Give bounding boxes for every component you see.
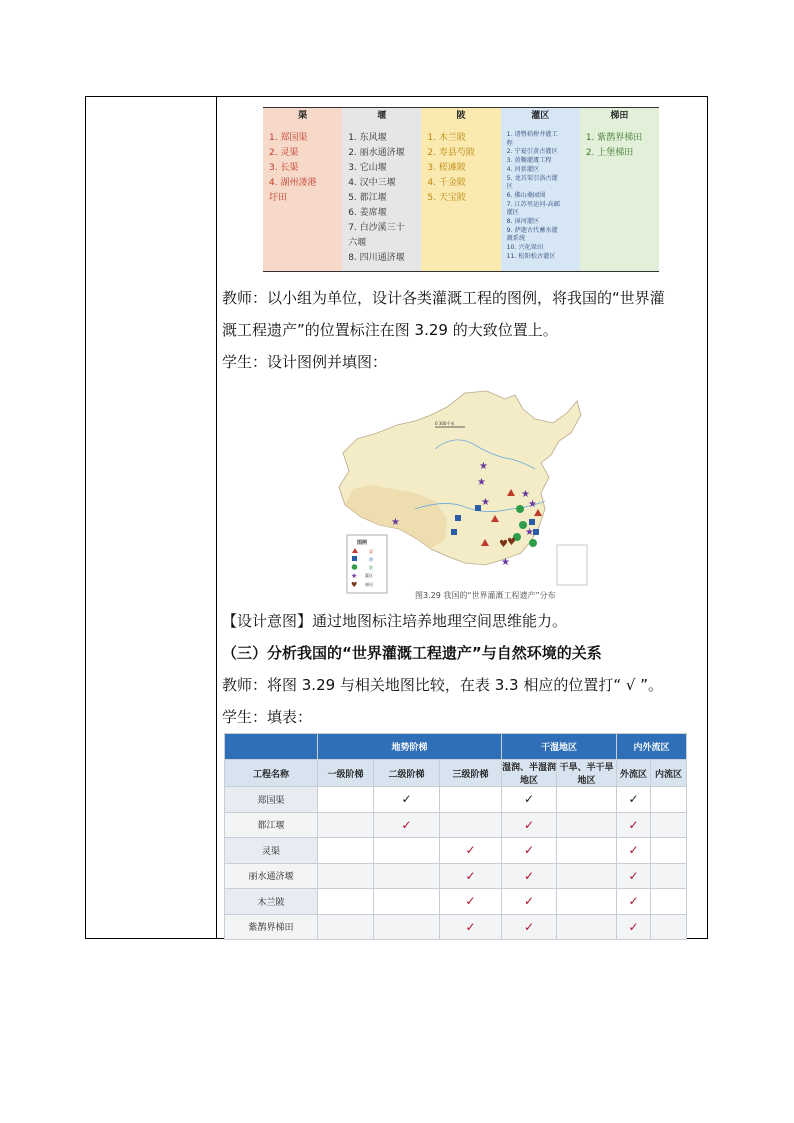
district-marker: ★: [521, 489, 530, 500]
col-header: 二级阶梯: [374, 760, 440, 787]
check-mark: ✓: [523, 894, 535, 909]
check-cell: [502, 787, 557, 813]
category-item: 3. 长渠: [269, 163, 299, 173]
category-column: [421, 108, 500, 271]
category-item: 10. 兴化垛田: [506, 244, 544, 252]
terrace-marker: ♥: [507, 537, 516, 548]
category-item: 2. 寿县芍陂: [427, 148, 475, 158]
check-mark: ✓: [628, 817, 639, 832]
district-marker: ★: [477, 477, 486, 488]
project-name-cell: 丽水通济堰: [225, 863, 318, 889]
col-header: 内流区: [651, 760, 687, 787]
project-name-cell: 灵渠: [225, 838, 318, 864]
check-cell: [651, 863, 687, 889]
category-item: 6. 佛山桑园围: [506, 191, 546, 199]
project-name-cell: 郑国渠: [225, 787, 318, 813]
check-cell: [651, 838, 687, 864]
pond-marker: [529, 539, 537, 547]
section-heading: （三）分析我国的“世界灌溉工程遗产”与自然环境的关系: [222, 644, 602, 662]
check-cell: [440, 889, 502, 915]
category-item: 1. 诸暨桔槔井灌工: [506, 131, 558, 138]
legend-circle-icon: [352, 564, 358, 570]
teacher-instruction-1: 教师：以小组为单位，设计各类灌溉工程的图例，将我国的“世界灌: [222, 289, 665, 307]
category-item: 3. 槎滩陂: [427, 163, 466, 173]
category-item: 1. 木兰陂: [427, 133, 466, 143]
category-header: 灌区: [531, 111, 550, 121]
category-item: 3. 黄鞠灌溉工程: [506, 157, 552, 165]
legend-label: 灌区: [365, 573, 373, 578]
check-mark: ✓: [465, 919, 476, 934]
map-caption: 图3.29 我国的“世界灌溉工程遗产”分布: [415, 591, 556, 600]
teacher-instruction-2: 教师：将图 3.29 与相关地图比较，在表 3.3 相应的位置打“ √ ”。: [222, 676, 663, 694]
check-mark: ✓: [523, 843, 535, 858]
col-header: 工程名称: [225, 760, 318, 787]
student-response-2: 学生：填表：: [222, 708, 313, 726]
category-header: 陂: [456, 111, 466, 121]
check-mark: ✓: [628, 919, 639, 934]
category-item: 8. 四川通济堰: [348, 253, 405, 263]
category-item: 7. 江苏里运河-高邮: [506, 200, 561, 208]
check-cell: [557, 863, 617, 889]
category-item: 2. 宁夏引黄古灌区: [506, 148, 558, 156]
category-item: 2. 上堡梯田: [585, 148, 634, 158]
district-marker: ★: [391, 517, 400, 528]
check-cell: [374, 812, 440, 838]
design-intent: 【设计意图】通过地图标注培养地理空间思维能力。: [222, 612, 568, 630]
category-item: 区: [506, 183, 513, 191]
legend-label: 堰: [369, 557, 373, 562]
check-cell: [374, 889, 440, 915]
legend-heart-icon: ♥: [351, 581, 358, 589]
category-item: 3. 它山堰: [348, 163, 387, 173]
project-name-cell: 都江堰: [225, 812, 318, 838]
check-mark: ✓: [523, 817, 535, 832]
category-column: [263, 108, 342, 271]
check-cell: [617, 838, 651, 864]
project-name-cell: 木兰陂: [225, 889, 318, 915]
check-cell: [440, 863, 502, 889]
col-header: 外流区: [617, 760, 651, 787]
check-mark: ✓: [628, 792, 639, 807]
check-cell: [318, 889, 374, 915]
category-item: 6. 姜席堰: [348, 208, 387, 218]
district-marker: ★: [528, 499, 537, 510]
check-cell: [557, 812, 617, 838]
check-cell: [651, 889, 687, 915]
category-item: 5. 天宝陂: [427, 193, 466, 203]
check-cell: [502, 863, 557, 889]
check-cell: [557, 914, 617, 940]
check-cell: [502, 812, 557, 838]
category-header: 渠: [298, 111, 308, 121]
category-item: 4. 千金陂: [427, 178, 466, 188]
check-cell: [502, 914, 557, 940]
check-cell: [557, 838, 617, 864]
check-mark: ✓: [401, 817, 412, 832]
legend-label: 渠: [369, 549, 373, 554]
legend-label: 陂: [369, 565, 373, 570]
check-cell: [440, 812, 502, 838]
group-header-humidity: 干湿地区: [502, 734, 617, 760]
check-cell: [374, 838, 440, 864]
legend-square-icon: [352, 556, 357, 561]
check-mark: ✓: [628, 894, 639, 909]
category-item: 灌区: [506, 209, 519, 217]
check-mark: ✓: [523, 919, 535, 934]
corner-cell: [225, 734, 318, 760]
legend-title: 图例: [357, 540, 368, 546]
col-header: 三级阶梯: [440, 760, 502, 787]
legend-label: 梯田: [365, 582, 373, 587]
col-header: 湿润、半湿润地区: [502, 760, 557, 787]
category-header: 堰: [377, 111, 387, 121]
check-cell: [557, 787, 617, 813]
check-cell: [557, 889, 617, 915]
district-marker: ★: [525, 527, 534, 538]
check-cell: [502, 838, 557, 864]
group-header-drainage: 内外流区: [617, 734, 687, 760]
check-cell: [374, 914, 440, 940]
category-column: [580, 108, 659, 271]
check-mark: ✓: [523, 792, 535, 807]
category-item: 4. 河套灌区: [506, 165, 540, 173]
check-cell: [617, 812, 651, 838]
check-cell: [651, 812, 687, 838]
check-cell: [617, 863, 651, 889]
check-cell: [318, 812, 374, 838]
table-row: [225, 914, 687, 940]
student-response-1: 学生：设计图例并填图：: [222, 353, 388, 371]
check-mark: ✓: [401, 792, 412, 807]
check-cell: [318, 914, 374, 940]
weir-marker: [529, 519, 535, 525]
category-item: 11. 松阳松古灌区: [506, 252, 556, 260]
table-row: [225, 787, 687, 813]
project-name-cell: 紫鹊界梯田: [225, 914, 318, 940]
check-cell: [374, 863, 440, 889]
category-item: 4. 汉中三堰: [348, 178, 396, 188]
weir-marker: [455, 515, 461, 521]
district-marker: ★: [501, 557, 510, 568]
map-legend: [347, 535, 387, 593]
category-item: 9. 萨迦古代蓄水灌: [506, 226, 558, 234]
check-mark: ✓: [628, 843, 639, 858]
check-cell: [440, 838, 502, 864]
check-cell: [617, 889, 651, 915]
category-item: 4. 湖州溇港: [269, 178, 317, 188]
category-item: 5. 都江堰: [348, 193, 387, 203]
check-mark: ✓: [523, 868, 535, 883]
check-cell: [440, 914, 502, 940]
check-mark: ✓: [465, 843, 476, 858]
check-cell: [374, 787, 440, 813]
category-item: 7. 白沙溪三十: [348, 223, 405, 233]
category-item: 1. 郑国渠: [269, 133, 308, 143]
district-marker: ★: [479, 461, 488, 472]
table-row: [225, 838, 687, 864]
category-item: 1. 东风堰: [348, 133, 387, 143]
col-header: 一级阶梯: [318, 760, 374, 787]
category-item: 程: [506, 139, 513, 147]
irrigation-category-table: [263, 107, 659, 272]
south-sea-inset: [557, 545, 587, 585]
pond-marker: [516, 505, 524, 513]
category-column: [342, 108, 421, 271]
terrace-marker: ♥: [499, 539, 508, 550]
check-cell: [617, 914, 651, 940]
category-item: 六堰: [348, 238, 367, 248]
category-item: 5. 龙首渠引洛古灌: [506, 174, 558, 182]
check-cell: [502, 889, 557, 915]
category-item: 圩田: [269, 193, 288, 203]
weir-marker: [451, 529, 457, 535]
check-cell: [651, 787, 687, 813]
category-item: 溉系统: [506, 235, 526, 243]
column-divider: [216, 96, 217, 939]
check-cell: [651, 914, 687, 940]
table-row: [225, 863, 687, 889]
category-column: [501, 108, 580, 271]
category-item: 2. 灵渠: [269, 148, 299, 158]
district-marker: ★: [481, 497, 490, 508]
table-row: [225, 812, 687, 838]
col-header: 干旱、半干旱地区: [557, 760, 617, 787]
check-cell: [318, 838, 374, 864]
legend-star-icon: ★: [351, 572, 358, 580]
check-mark: ✓: [628, 868, 639, 883]
check-cell: [617, 787, 651, 813]
group-header-terrain: 地势阶梯: [318, 734, 502, 760]
category-header: 梯田: [610, 111, 629, 121]
category-item: 2. 丽水通济堰: [348, 148, 405, 158]
china-map: [335, 389, 595, 603]
check-cell: [440, 787, 502, 813]
check-mark: ✓: [465, 868, 476, 883]
scale-label: 0 300千米: [435, 421, 455, 426]
check-cell: [318, 863, 374, 889]
analysis-table: [224, 733, 687, 940]
category-item: 8. 漳河灌区: [506, 218, 540, 226]
check-mark: ✓: [465, 894, 476, 909]
check-cell: [318, 787, 374, 813]
teacher-instruction-1-cont: 溉工程遗产”的位置标注在图 3.29 的大致位置上。: [222, 321, 558, 339]
table-row: [225, 889, 687, 915]
category-item: 1. 紫鹊界梯田: [585, 133, 643, 143]
